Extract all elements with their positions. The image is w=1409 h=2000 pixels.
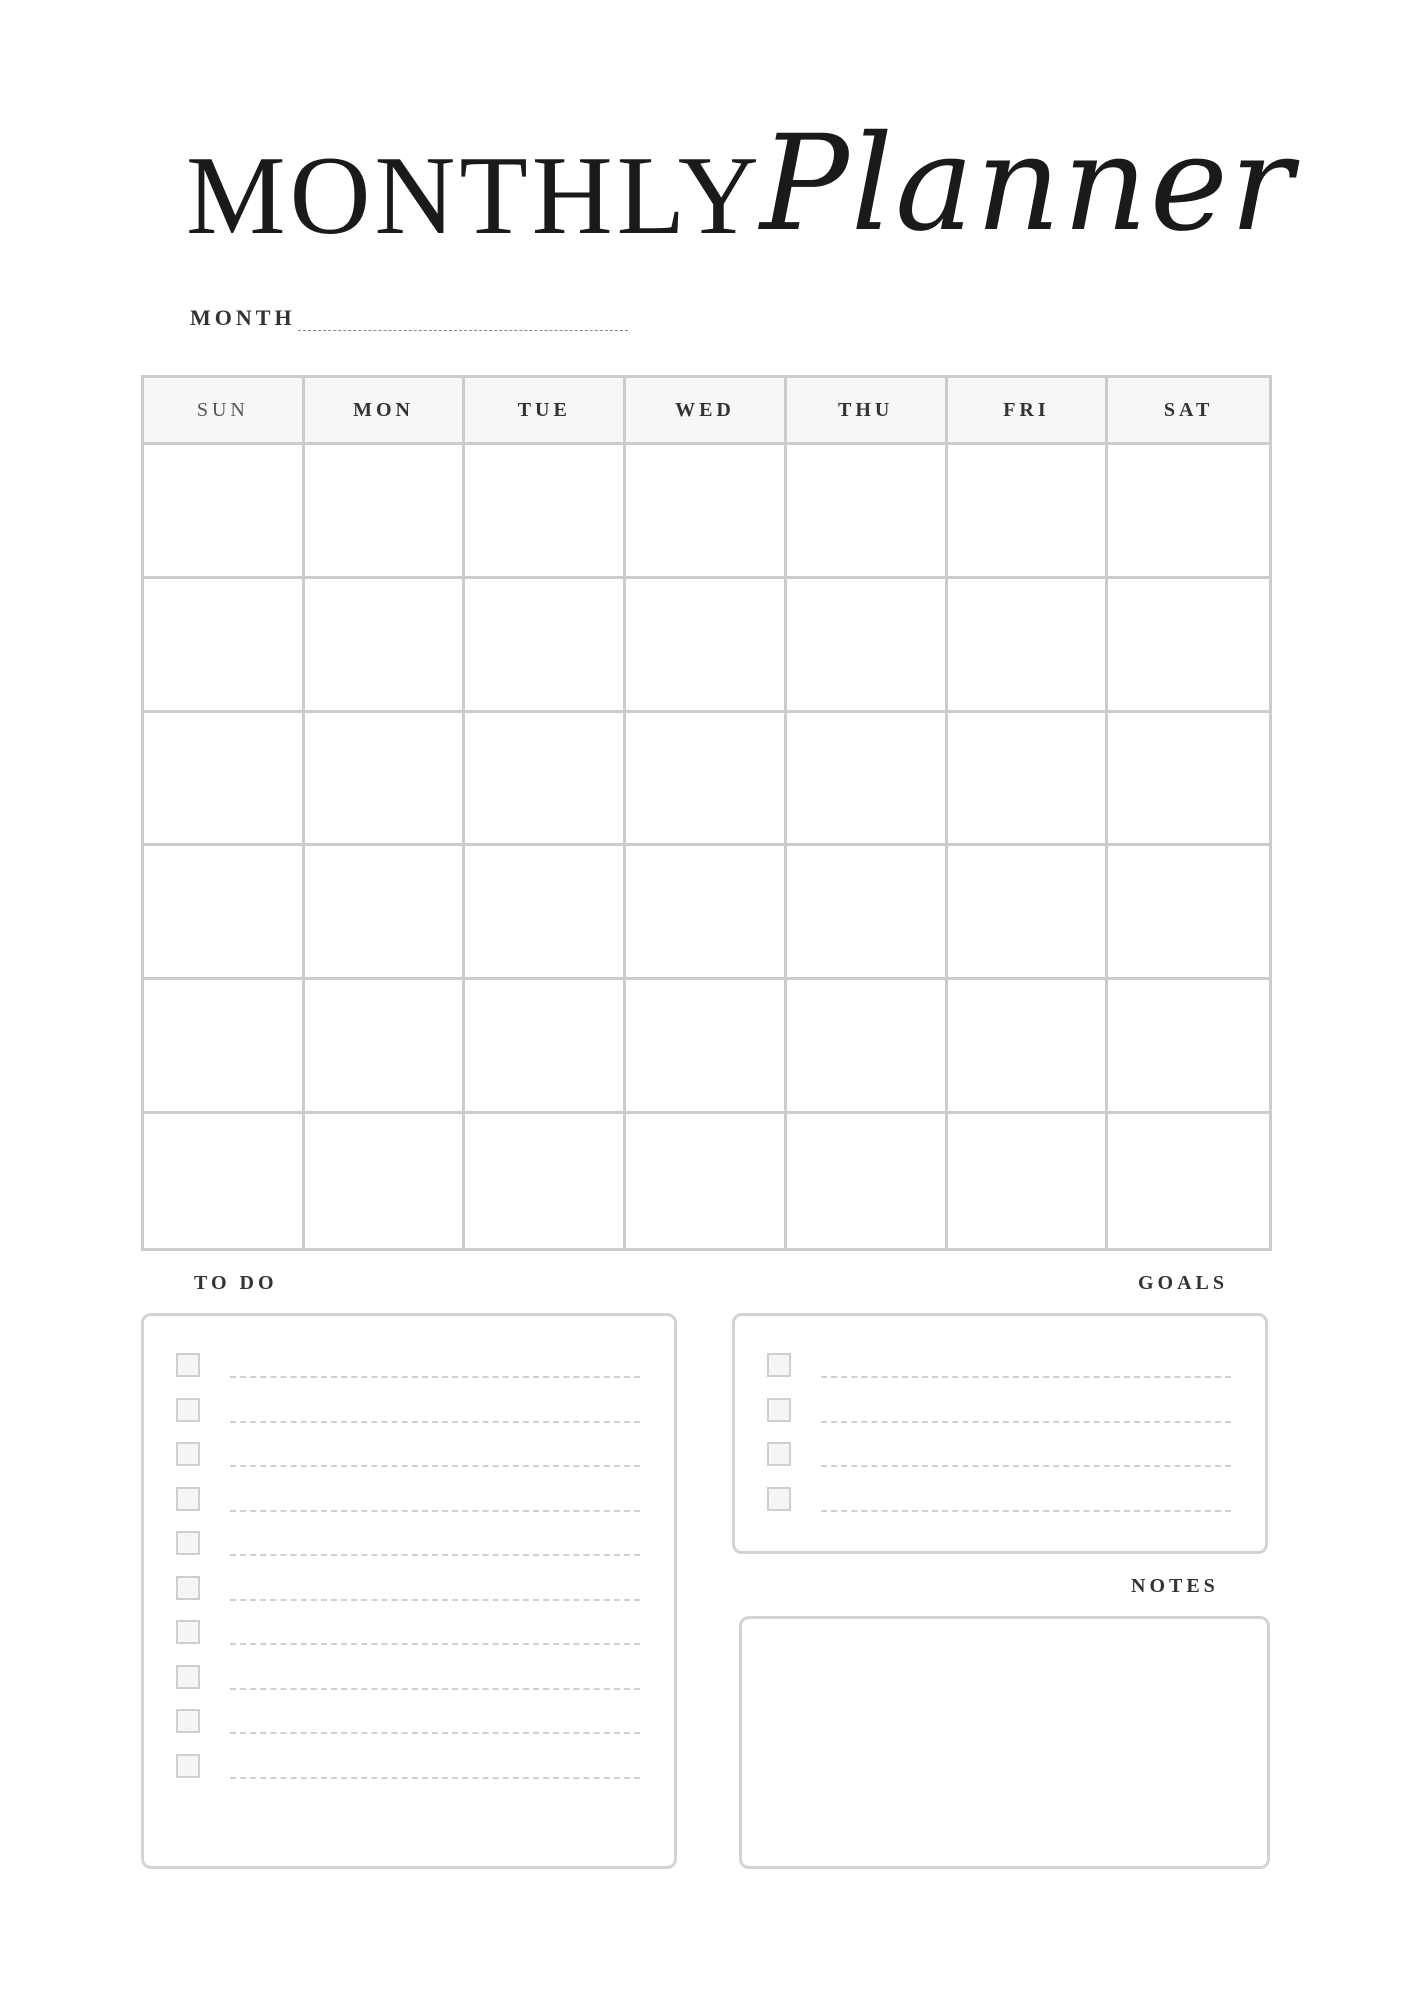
write-line[interactable] xyxy=(821,1421,1231,1423)
day-cell[interactable] xyxy=(465,1114,626,1248)
checklist-item xyxy=(767,1486,791,1512)
checklist-item xyxy=(176,1352,200,1378)
day-cell[interactable] xyxy=(787,846,948,980)
notes-box[interactable] xyxy=(739,1616,1270,1869)
checkbox[interactable] xyxy=(176,1353,200,1377)
day-cell[interactable] xyxy=(626,579,787,713)
day-cell[interactable] xyxy=(626,1114,787,1248)
day-cell[interactable] xyxy=(787,579,948,713)
day-cell[interactable] xyxy=(144,579,305,713)
checklist-item xyxy=(767,1397,791,1423)
day-cell[interactable] xyxy=(626,980,787,1114)
checkbox[interactable] xyxy=(176,1709,200,1733)
write-line[interactable] xyxy=(230,1732,640,1734)
write-line[interactable] xyxy=(821,1510,1231,1512)
checklist-item xyxy=(176,1619,200,1645)
checkbox[interactable] xyxy=(767,1487,791,1511)
day-cell[interactable] xyxy=(465,980,626,1114)
notes-label: NOTES xyxy=(1131,1575,1219,1597)
day-cell[interactable] xyxy=(787,713,948,847)
day-cell[interactable] xyxy=(626,713,787,847)
page-title: MONTHLY xyxy=(186,134,763,258)
checkbox[interactable] xyxy=(767,1442,791,1466)
todo-label: TO DO xyxy=(194,1272,278,1294)
write-line[interactable] xyxy=(230,1465,640,1467)
checkbox[interactable] xyxy=(176,1442,200,1466)
day-cell[interactable] xyxy=(787,980,948,1114)
write-line[interactable] xyxy=(230,1643,640,1645)
checklist-item xyxy=(767,1352,791,1378)
day-cell[interactable] xyxy=(948,1114,1109,1248)
write-line[interactable] xyxy=(230,1688,640,1690)
checklist-item xyxy=(176,1441,200,1467)
checklist-item xyxy=(176,1486,200,1512)
day-cell[interactable] xyxy=(465,445,626,579)
checklist-item xyxy=(176,1530,200,1556)
goals-label: GOALS xyxy=(1138,1272,1229,1294)
weekday-header: SUN xyxy=(144,378,305,445)
weekday-header: SAT xyxy=(1108,378,1269,445)
write-line[interactable] xyxy=(230,1510,640,1512)
day-cell[interactable] xyxy=(787,445,948,579)
checkbox[interactable] xyxy=(176,1531,200,1555)
day-cell[interactable] xyxy=(144,846,305,980)
day-cell[interactable] xyxy=(1108,980,1269,1114)
day-cell[interactable] xyxy=(1108,445,1269,579)
checkbox[interactable] xyxy=(176,1487,200,1511)
day-cell[interactable] xyxy=(1108,713,1269,847)
page-title-script: Planner xyxy=(760,107,1295,261)
day-cell[interactable] xyxy=(305,445,466,579)
write-line[interactable] xyxy=(821,1376,1231,1378)
day-cell[interactable] xyxy=(1108,579,1269,713)
checklist-item xyxy=(176,1753,200,1779)
checklist-item xyxy=(176,1397,200,1423)
checkbox[interactable] xyxy=(176,1576,200,1600)
day-cell[interactable] xyxy=(144,1114,305,1248)
day-cell[interactable] xyxy=(144,980,305,1114)
day-cell[interactable] xyxy=(948,980,1109,1114)
checkbox[interactable] xyxy=(767,1398,791,1422)
day-cell[interactable] xyxy=(948,713,1109,847)
checklist-item xyxy=(176,1575,200,1601)
checkbox[interactable] xyxy=(176,1620,200,1644)
day-cell[interactable] xyxy=(305,980,466,1114)
day-cell[interactable] xyxy=(948,445,1109,579)
day-cell[interactable] xyxy=(465,846,626,980)
day-cell[interactable] xyxy=(305,1114,466,1248)
write-line[interactable] xyxy=(230,1376,640,1378)
day-cell[interactable] xyxy=(144,713,305,847)
month-input-line[interactable] xyxy=(298,330,628,331)
write-line[interactable] xyxy=(230,1421,640,1423)
day-cell[interactable] xyxy=(305,846,466,980)
day-cell[interactable] xyxy=(465,579,626,713)
checkbox[interactable] xyxy=(767,1353,791,1377)
write-line[interactable] xyxy=(230,1599,640,1601)
checklist-item xyxy=(176,1664,200,1690)
day-cell[interactable] xyxy=(305,713,466,847)
day-cell[interactable] xyxy=(626,445,787,579)
day-cell[interactable] xyxy=(1108,846,1269,980)
write-line[interactable] xyxy=(230,1777,640,1779)
checkbox[interactable] xyxy=(176,1398,200,1422)
day-cell[interactable] xyxy=(626,846,787,980)
write-line[interactable] xyxy=(230,1554,640,1556)
day-cell[interactable] xyxy=(144,445,305,579)
checkbox[interactable] xyxy=(176,1665,200,1689)
day-cell[interactable] xyxy=(1108,1114,1269,1248)
goals-box xyxy=(732,1313,1268,1554)
day-cell[interactable] xyxy=(465,713,626,847)
write-line[interactable] xyxy=(821,1465,1231,1467)
weekday-header: FRI xyxy=(948,378,1109,445)
weekday-header: WED xyxy=(626,378,787,445)
day-cell[interactable] xyxy=(948,579,1109,713)
day-cell[interactable] xyxy=(948,846,1109,980)
checklist-item xyxy=(767,1441,791,1467)
checkbox[interactable] xyxy=(176,1754,200,1778)
todo-box xyxy=(141,1313,677,1869)
month-label: MONTH xyxy=(190,305,296,330)
weekday-header: MON xyxy=(305,378,466,445)
calendar-grid xyxy=(141,375,1272,1251)
weekday-header: TUE xyxy=(465,378,626,445)
day-cell[interactable] xyxy=(305,579,466,713)
weekday-header: THU xyxy=(787,378,948,445)
day-cell[interactable] xyxy=(787,1114,948,1248)
checklist-item xyxy=(176,1708,200,1734)
